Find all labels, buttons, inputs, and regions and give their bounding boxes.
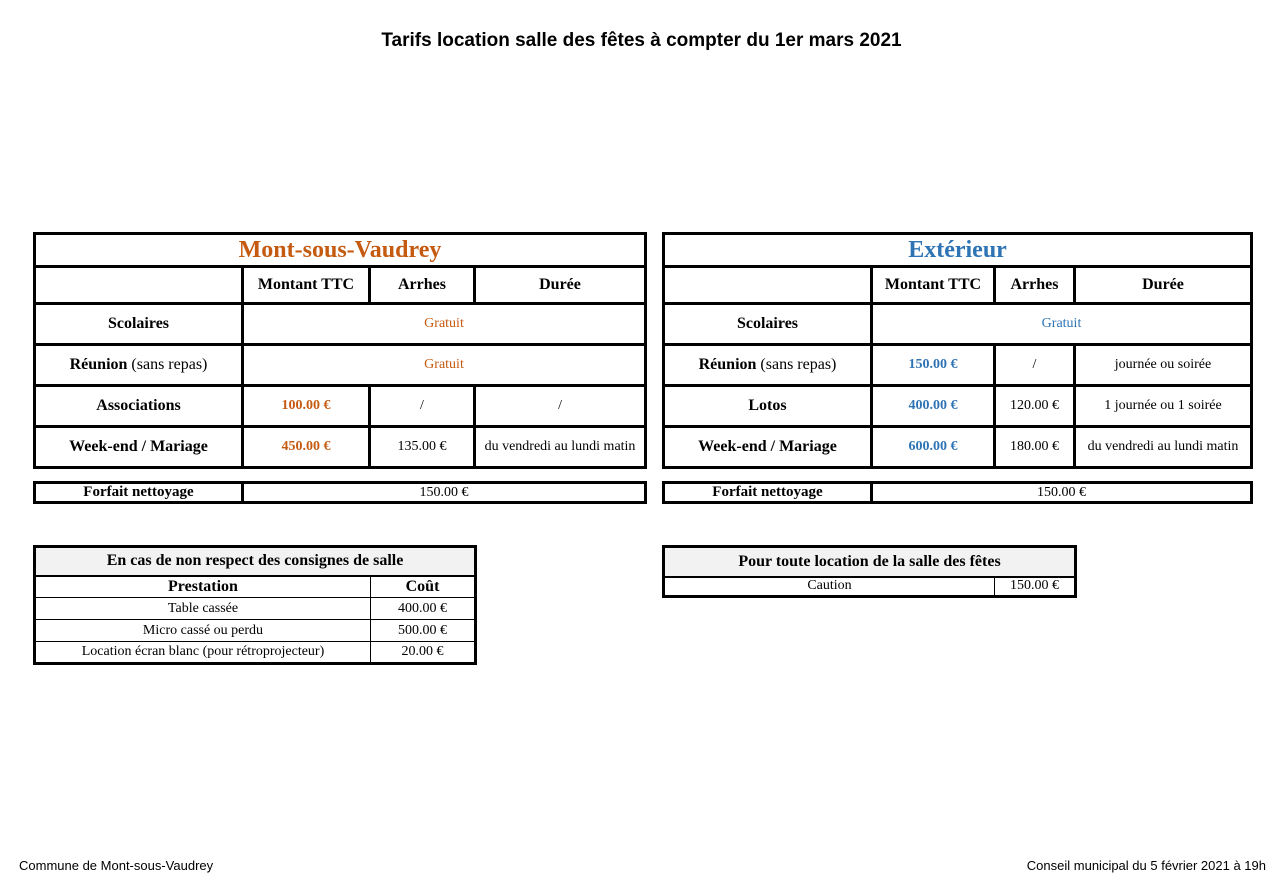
local-reunion-label xyxy=(35,345,243,386)
exterior-col-montant: Montant TTC xyxy=(872,267,995,304)
local-associations-montant: 100.00 € xyxy=(243,386,370,427)
exterior-reunion-label-main: Réunion xyxy=(698,356,757,373)
local-reunion-value: Gratuit xyxy=(243,345,646,386)
deposit-value: 150.00 € xyxy=(995,577,1076,597)
local-empty-header-cell xyxy=(35,267,243,304)
exterior-weekend-label: Week-end / Mariage xyxy=(664,427,872,468)
penalties-col-cout: Coût xyxy=(371,576,476,598)
exterior-reunion-label xyxy=(664,345,872,386)
deposit-table xyxy=(662,545,1077,598)
exterior-weekend-duree: du vendredi au lundi matin xyxy=(1075,427,1252,468)
deposit-label: Caution xyxy=(664,577,995,597)
local-rates-table xyxy=(33,232,647,469)
local-scolaires-value: Gratuit xyxy=(243,304,646,345)
local-col-duree: Durée xyxy=(475,267,646,304)
exterior-weekend-montant: 600.00 € xyxy=(872,427,995,468)
exterior-forfait-table xyxy=(662,481,1253,504)
penalties-heading: En cas de non respect des consignes de salle xyxy=(35,547,476,576)
footer-left: Commune de Mont-sous-Vaudrey xyxy=(19,858,214,873)
exterior-lotos-duree: 1 journée ou 1 soirée xyxy=(1075,386,1252,427)
exterior-scolaires-label: Scolaires xyxy=(664,304,872,345)
penalty-item: Location écran blanc (pour rétroprojecteur) xyxy=(35,642,371,664)
local-weekend-duree: du vendredi au lundi matin xyxy=(475,427,646,468)
local-weekend-montant: 450.00 € xyxy=(243,427,370,468)
local-weekend-arrhes: 135.00 € xyxy=(370,427,475,468)
local-reunion-label-suffix: (sans repas) xyxy=(127,356,208,373)
exterior-heading: Extérieur xyxy=(664,234,1252,267)
exterior-forfait-value: 150.00 € xyxy=(872,483,1252,503)
penalty-cost: 400.00 € xyxy=(371,598,476,620)
exterior-lotos-arrhes: 120.00 € xyxy=(995,386,1075,427)
local-heading: Mont-sous-Vaudrey xyxy=(35,234,646,267)
exterior-reunion-duree: journée ou soirée xyxy=(1075,345,1252,386)
penalties-col-prestation: Prestation xyxy=(35,576,371,598)
local-col-montant: Montant TTC xyxy=(243,267,370,304)
exterior-reunion-arrhes: / xyxy=(995,345,1075,386)
exterior-weekend-arrhes: 180.00 € xyxy=(995,427,1075,468)
local-associations-arrhes: / xyxy=(370,386,475,427)
penalty-item: Table cassée xyxy=(35,598,371,620)
footer-right: Conseil municipal du 5 février 2021 à 19h xyxy=(1026,858,1266,873)
exterior-forfait-label: Forfait nettoyage xyxy=(664,483,872,503)
local-associations-label: Associations xyxy=(35,386,243,427)
penalty-item: Micro cassé ou perdu xyxy=(35,620,371,642)
exterior-lotos-label: Lotos xyxy=(664,386,872,427)
penalty-cost: 500.00 € xyxy=(371,620,476,642)
exterior-lotos-montant: 400.00 € xyxy=(872,386,995,427)
local-scolaires-label: Scolaires xyxy=(35,304,243,345)
local-forfait-label: Forfait nettoyage xyxy=(35,483,243,503)
local-associations-duree: / xyxy=(475,386,646,427)
exterior-empty-header-cell xyxy=(664,267,872,304)
local-reunion-label-main: Réunion xyxy=(69,356,128,373)
local-forfait-table xyxy=(33,481,647,504)
exterior-reunion-montant: 150.00 € xyxy=(872,345,995,386)
local-col-arrhes: Arrhes xyxy=(370,267,475,304)
page-title: Tarifs location salle des fêtes à compter du 1er mars 2021 xyxy=(381,30,902,51)
exterior-col-arrhes: Arrhes xyxy=(995,267,1075,304)
local-forfait-value: 150.00 € xyxy=(243,483,646,503)
penalties-table xyxy=(33,545,477,665)
exterior-col-duree: Durée xyxy=(1075,267,1252,304)
exterior-reunion-label-suffix: (sans repas) xyxy=(756,356,837,373)
deposit-heading: Pour toute location de la salle des fêtes xyxy=(664,547,1076,577)
penalty-cost: 20.00 € xyxy=(371,642,476,664)
exterior-rates-table xyxy=(662,232,1253,469)
exterior-scolaires-value: Gratuit xyxy=(872,304,1252,345)
local-weekend-label: Week-end / Mariage xyxy=(35,427,243,468)
